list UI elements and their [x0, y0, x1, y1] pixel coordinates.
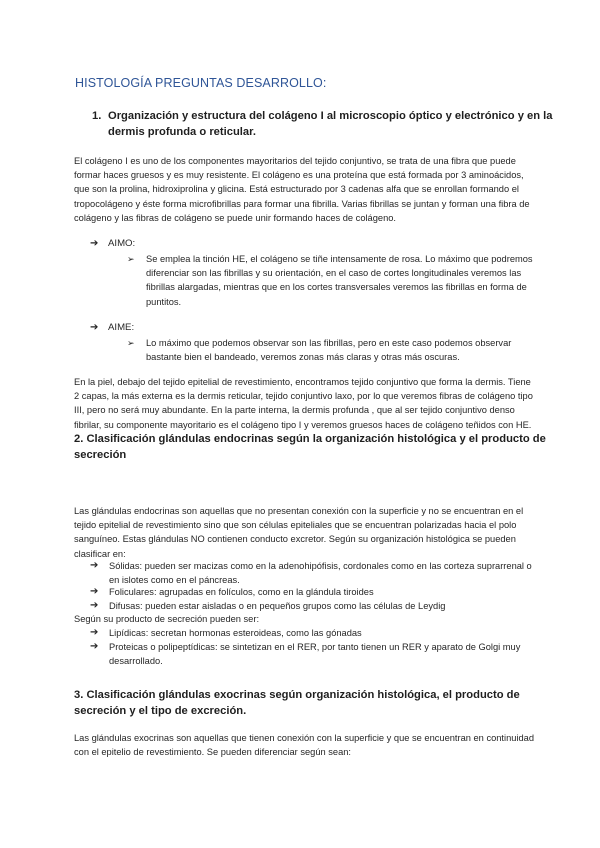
arrow-right-icon: ➔	[90, 560, 99, 571]
aime-item	[90, 321, 134, 335]
q3-heading-line1: 3. Clasificación glándulas exocrinas según organización histológica, el producto de	[74, 689, 520, 701]
q2-heading	[74, 432, 554, 463]
histo-item-foliculares: Foliculares: agrupadas en folículos, como en la glándula tiroides	[109, 587, 374, 597]
arrow-right-icon: ➔	[90, 322, 99, 333]
q3-intro-paragraph: Las glándulas exocrinas son aquellas que tienen conexión con la superficie y que se encuentran en continuidad con el epitelio de revestimiento. Se pueden diferenciar según sean:	[74, 733, 534, 758]
list-item	[90, 585, 540, 599]
histo-item-solidas: Sólidas: pueden ser macizas como en la adenohipófisis, cordonales como en las corteza suprarrenal o en islotes como en el páncreas.	[109, 561, 532, 586]
q1-heading-line2: dermis profunda o reticular.	[108, 125, 256, 138]
arrow-right-icon: ➔	[90, 600, 99, 611]
aimo-subitem	[127, 252, 547, 309]
q2-intro-paragraph: Las glándulas endocrinas son aquellas que no presentan conexión con la superficie y no se encuentran en el tejido epitelial de revestimiento sino que son células epiteliales que se encuentran polarizadas hacia el polo sanguíneo. Estas glándulas NO contienen conducto excretor. Según su organización histológica se pueden clasificar en:	[74, 506, 524, 559]
aime-label: AIME:	[108, 322, 135, 333]
q3-heading-line2: secreción y el tipo de excreción.	[74, 704, 247, 717]
arrow-right-icon: ➔	[90, 586, 99, 597]
chevron-right-icon: ➢	[127, 338, 135, 348]
chevron-right-icon: ➢	[127, 254, 135, 264]
q1-skin-paragraph: En la piel, debajo del tejido epitelial de revestimiento, encontramos tejido conjuntivo que forma la dermis. Tiene 2 capas, la más externa es la dermis reticular, tejido conjuntivo laxo, por lo que veremos fibras de colágeno tipo III, pero no será muy abundante. En la parte interna, la dermis profunda , que al ser tejido conjuntivo denso fibrilar, su componente mayoritario es el colágeno tipo I y veremos gruesos haces de colágeno teñidos con HE.	[74, 377, 533, 430]
list-item	[90, 559, 540, 587]
arrow-right-icon: ➔	[90, 627, 99, 638]
q1-heading-line1: Organización y estructura del colágeno I al microscopio óptico y electrónico y en la	[108, 110, 553, 122]
aimo-label: AIMO:	[108, 238, 136, 249]
histo-item-difusas: Difusas: pueden estar aisladas o en pequeños grupos como las células de Leydig	[109, 601, 446, 611]
aimo-text: Se emplea la tinción HE, el colágeno se tiñe intensamente de rosa. Lo máximo que podremos diferenciar son las fibrillas y su orientación, en el caso de cortes longitudinales veremos las fibrillas alargadas, mientras que en los cortes transversales veremos las fibrillas en forma de puntitos.	[146, 254, 533, 307]
q2-heading-line2: secreción	[74, 448, 127, 461]
q1-heading	[92, 109, 562, 140]
q2-heading-line1: 2. Clasificación glándulas endocrinas según la organización histológica y el producto de	[74, 433, 546, 445]
list-item	[90, 626, 540, 640]
q1-number: 1.	[92, 110, 102, 122]
aime-text: Lo máximo que podemos observar son las fibrillas, pero en este caso podemos observar bastante bien el bandeado, veremos zonas más claras y otras más oscuras.	[146, 338, 512, 363]
product-item-lipidicas: Lipídicas: secretan hormonas esteroideas, como las gónadas	[109, 628, 362, 638]
q2-product-intro: Según su producto de secreción pueden ser:	[74, 614, 260, 624]
list-item	[90, 640, 540, 668]
q3-heading	[74, 688, 554, 719]
arrow-right-icon: ➔	[90, 641, 99, 652]
q1-intro-paragraph: El colágeno I es uno de los componentes mayoritarios del tejido conjuntivo, se trata de una fibra que puede formar haces gruesos y es muy resistente. El colágeno es una proteína que está formada por 3 aminoácidos, que son la prolina, hidroxiprolina y glicina. Está estructurado por 3 cadenas alfa que se enrollan formando el tropocolágeno y éste forma microfibrillas para formar una fibrilla. Varias fibrillas se juntan y forman una fibra de colágeno y las fibras de colágeno se puede unir formando haces de colágeno.	[74, 156, 530, 223]
document-title: HISTOLOGÍA PREGUNTAS DESARROLLO:	[75, 76, 327, 90]
arrow-right-icon: ➔	[90, 238, 99, 249]
aime-subitem	[127, 336, 547, 364]
aimo-item	[90, 237, 135, 251]
product-item-proteicas: Proteicas o polipeptídicas: se sintetizan en el RER, por tanto tienen un RER y aparato de Golgi muy desarrollado.	[109, 642, 521, 667]
